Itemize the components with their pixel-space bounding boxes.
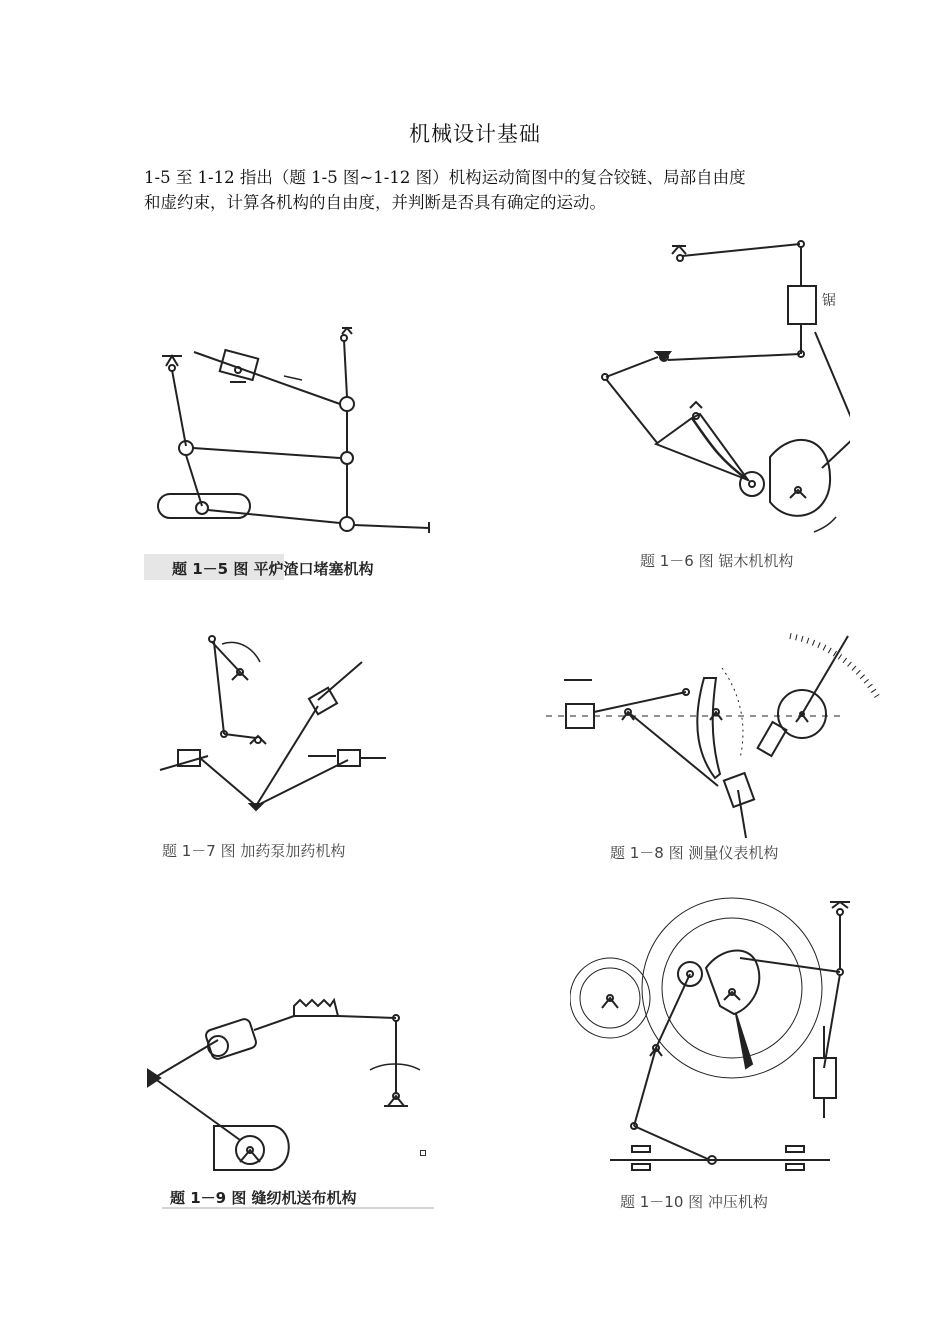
figure-1-9-diagram <box>144 990 434 1218</box>
figure-1-8-caption: 题 1－8 图 测量仪表机构 <box>610 844 779 862</box>
figure-1-8-diagram <box>540 608 880 868</box>
problem-line-2: 和虚约束，计算各机构的自由度，并判断是否具有确定的运动。 <box>144 193 606 212</box>
small-square-mark <box>420 1150 426 1156</box>
figure-1-10 <box>570 888 850 1218</box>
figure-1-6 <box>600 232 850 582</box>
figure-1-10-diagram <box>570 888 850 1218</box>
figure-1-5-caption: 题 1－5 图 平炉渣口堵塞机构 <box>172 560 374 578</box>
figure-1-7-caption: 题 1－7 图 加药泵加药机构 <box>162 842 346 860</box>
figure-1-8 <box>540 608 880 868</box>
problem-line-1: 1-5 至 1-12 指出（题 1-5 图~1-12 图）机构运动简图中的复合铰链、局部自由度 <box>144 168 746 187</box>
saw-label: 锯 <box>822 293 836 309</box>
figure-1-5 <box>144 318 444 580</box>
figure-1-7-diagram <box>150 628 420 868</box>
figure-1-9 <box>144 990 434 1218</box>
figure-1-5-diagram <box>144 318 444 580</box>
figure-1-7 <box>150 628 420 868</box>
figure-1-6-diagram <box>600 232 850 582</box>
figure-1-9-caption: 题 1－9 图 缝纫机送布机构 <box>170 1189 357 1207</box>
figure-1-10-caption: 题 1－10 图 冲压机构 <box>620 1193 768 1211</box>
figure-1-6-caption: 题 1－6 图 锯木机机构 <box>640 552 794 570</box>
page-title: 机械设计基础 <box>409 122 541 146</box>
problem-statement <box>144 165 824 215</box>
